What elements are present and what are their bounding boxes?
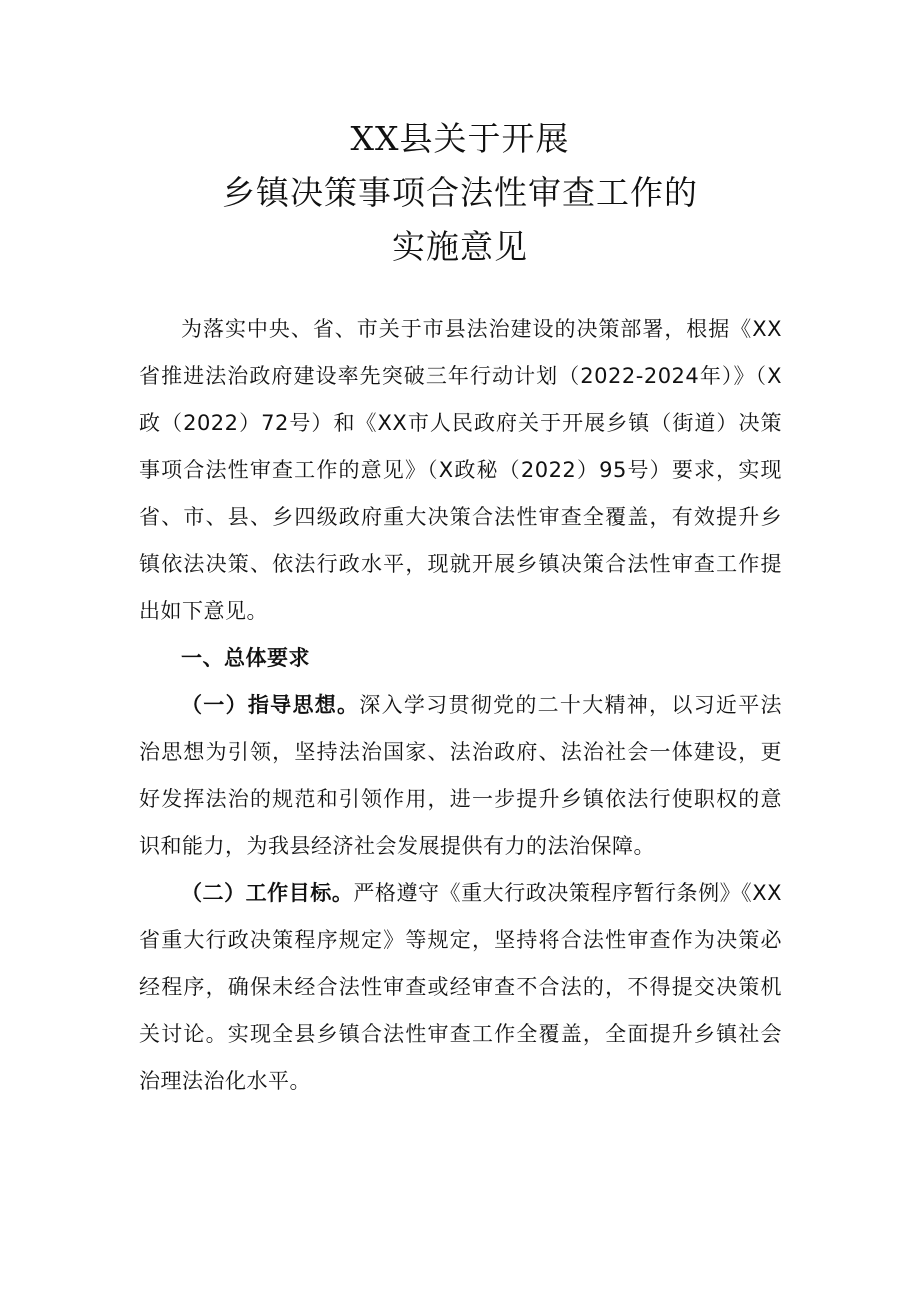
document-title [0, 112, 920, 274]
title-line-2: 乡镇决策事项合法性审查工作的 [222, 173, 698, 212]
document-body [139, 306, 782, 1105]
title-line-3: 实施意见 [392, 227, 528, 266]
item-guiding-ideology-text: 深入学习贯彻党的二十大精神，以习近平法治思想为引领，坚持法治国家、法治政府、法治社会一体建设，更好发挥法治的规范和引领作用，进一步提升乡镇依法行使职权的意识和能力，为我县经济社会发展提供有力的法治保障。 [139, 693, 783, 858]
item-work-goals [139, 870, 782, 1105]
item-work-goals-label: （二）工作目标。 [181, 881, 354, 905]
section-heading-general-requirements: 一、总体要求 [181, 646, 310, 670]
title-line-1: XX县关于开展 [350, 119, 570, 158]
item-guiding-ideology-label: （一）指导思想。 [181, 693, 360, 717]
item-guiding-ideology [139, 682, 782, 870]
intro-paragraph: 为落实中央、省、市关于市县法治建设的决策部署，根据《XX省推进法治政府建设率先突破三年行动计划（2022-2024年）》（X政（2022）72号）和《XX市人民政府关于开展乡镇（街道）决策事项合法性审查工作的意见》（X政秘（2022）95号）要求，实现省、市、县、乡四级政府重大决策合法性审查全覆盖，有效提升乡镇依法决策、依法行政水平，现就开展乡镇决策合法性审查工作提出如下意见。 [139, 317, 782, 623]
item-work-goals-text: 严格遵守《重大行政决策程序暂行条例》《XX省重大行政决策程序规定》等规定，坚持将合法性审查作为决策必经程序，确保未经合法性审查或经审查不合法的，不得提交决策机关讨论。实现全县乡镇合法性审查工作全覆盖，全面提升乡镇社会治理法治化水平。 [139, 881, 783, 1093]
